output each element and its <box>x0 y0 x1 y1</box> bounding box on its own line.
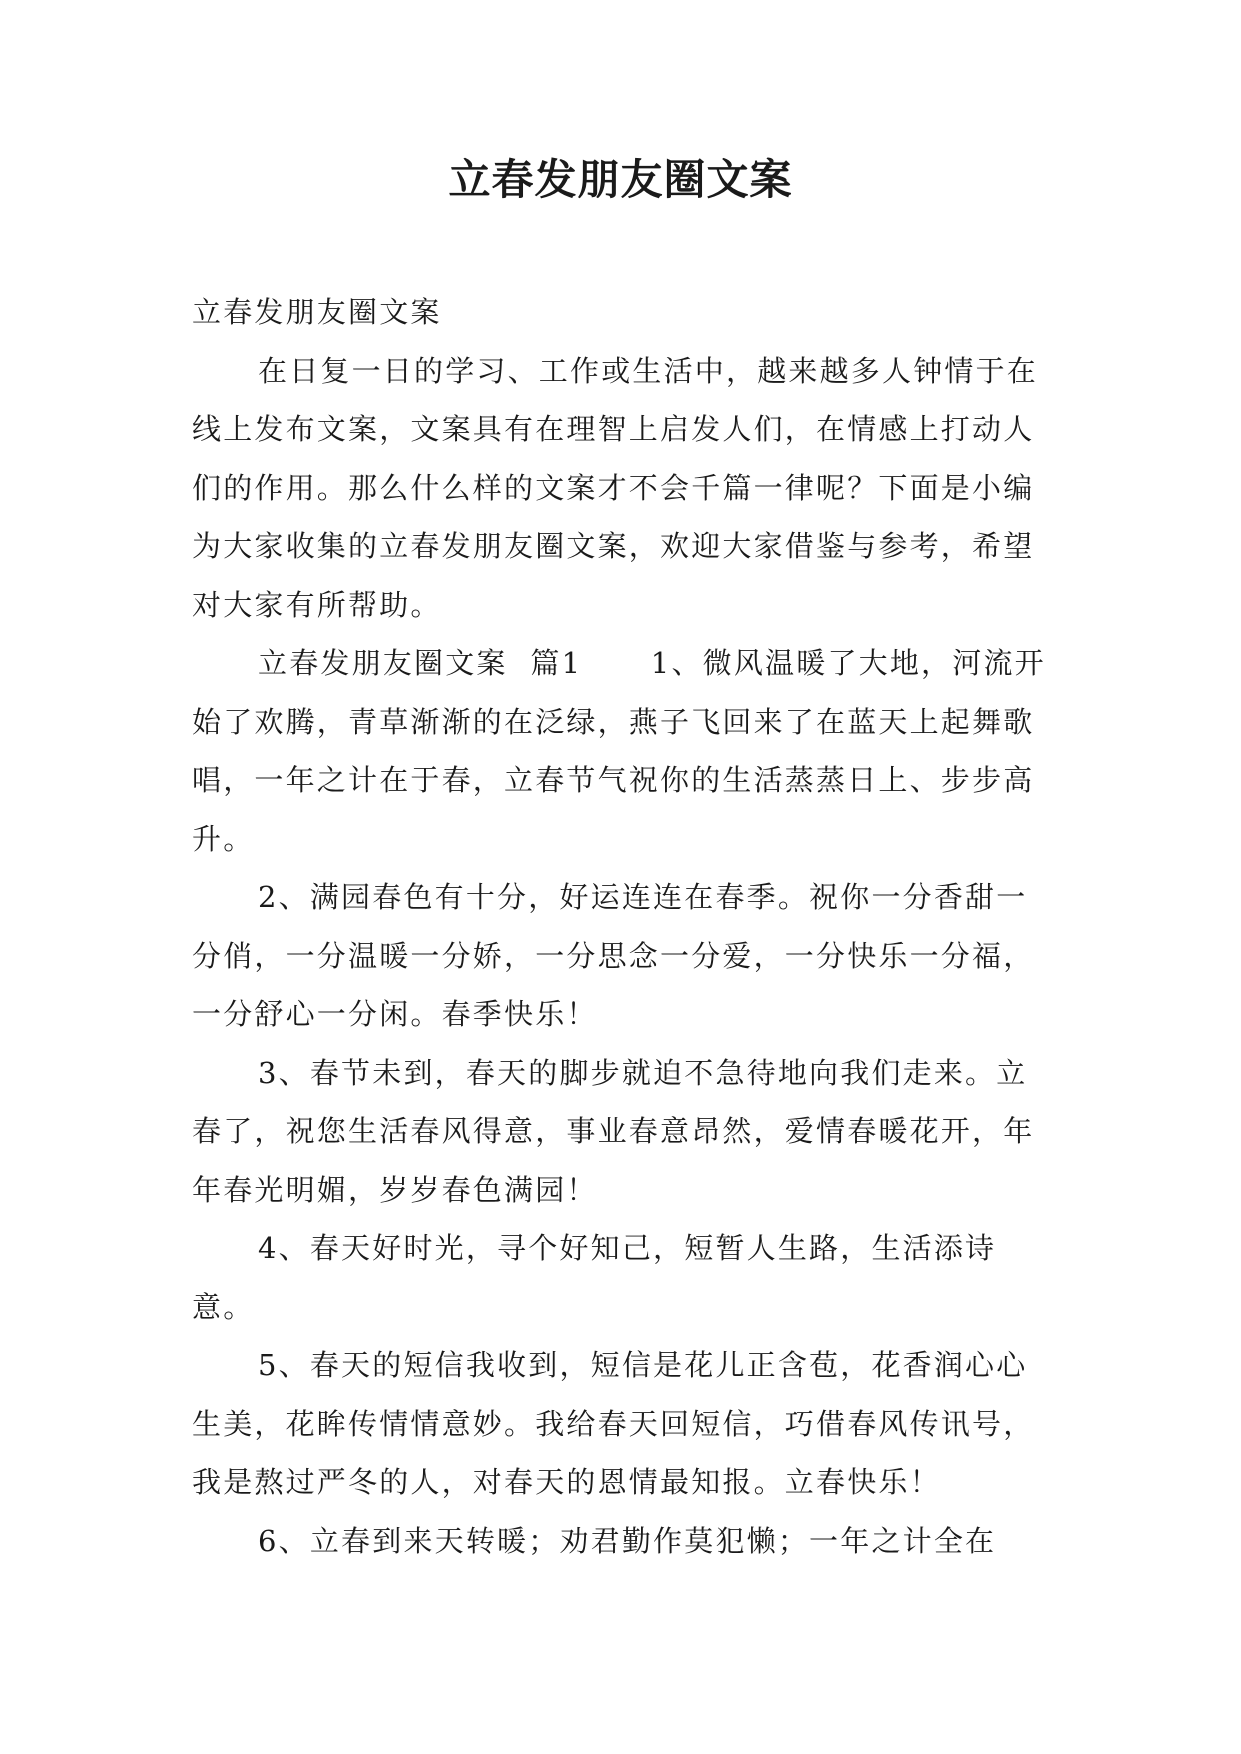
document-body <box>192 283 1054 1570</box>
item-paragraph-4: 4、春天好时光，寻个好知己，短暂人生路，生活添诗意。 <box>192 1231 997 1324</box>
item-paragraph-1: 立春发朋友圈文案 篇1 1、微风温暖了大地，河流开始了欢腾，青草渐渐的在泛绿，燕子飞回来了在蓝天上起舞歌唱，一年之计在于春，立春节气祝你的生活蒸蒸日上、步步高升。 <box>192 646 1046 856</box>
intro-paragraph: 在日复一日的学习、工作或生活中，越来越多人钟情于在线上发布文案，文案具有在理智上启发人们，在情感上打动人们的作用。那么什么样的文案才不会千篇一律呢？下面是小编为大家收集的立春发朋友圈文案，欢迎大家借鉴与参考，希望对大家有所帮助。 <box>192 353 1039 622</box>
document-title: 立春发朋友圈文案 <box>448 155 793 204</box>
item-paragraph-2: 2、满园春色有十分，好运连连在春季。祝你一分香甜一分俏，一分温暖一分娇，一分思念一分爱，一分快乐一分福，一分舒心一分闲。春季快乐！ <box>192 880 1035 1031</box>
item-paragraph-3: 3、春节未到，春天的脚步就迫不急待地向我们走来。立春了，祝您生活春风得意，事业春意昂然，爱情春暖花开，年年春光明媚，岁岁春色满园！ <box>192 1055 1035 1207</box>
item-paragraph-5: 5、春天的短信我收到，短信是花儿正含苞，花香润心心生美，花眸传情情意妙。我给春天回短信，巧借春风传讯号，我是熬过严冬的人，对春天的恩情最知报。立春快乐！ <box>192 1348 1035 1499</box>
item-paragraph-6: 6、立春到来天转暖；劝君勤作莫犯懒；一年之计全在 <box>258 1523 997 1558</box>
body-subtitle: 立春发朋友圈文案 <box>192 295 442 329</box>
